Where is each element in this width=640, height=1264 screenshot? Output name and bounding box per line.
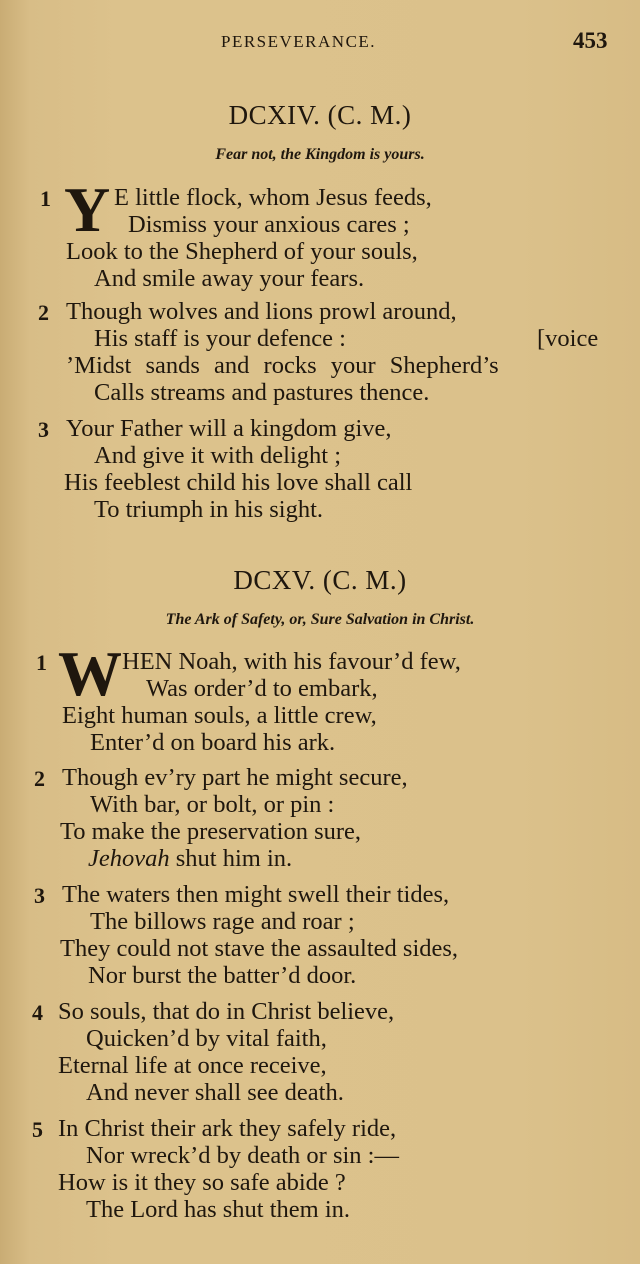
verse-line: Nor wreck’d by death or sin :—: [86, 1142, 399, 1169]
verse-line: The billows rage and roar ;: [90, 908, 355, 935]
verse-number: 2: [34, 766, 45, 791]
verse-line: ’Midst sands and rocks your Shepherd’s: [66, 352, 499, 379]
verse-line: Was order’d to embark,: [146, 675, 378, 702]
verse-line: In Christ their ark they safely ride,: [58, 1115, 397, 1142]
verse-line: His staff is your defence :: [94, 325, 346, 352]
verse-number: 1: [36, 650, 47, 675]
verse-line: Eight human souls, a little crew,: [62, 702, 377, 729]
drop-cap: Y: [64, 174, 111, 245]
verse-number: 3: [38, 417, 49, 442]
page-header: [0, 30, 640, 60]
hymn-number: DCXV. (C. M.): [233, 565, 407, 595]
verse-number: 5: [32, 1117, 43, 1142]
verse-line: [88, 845, 292, 872]
verse-line: Though ev’ry part he might secure,: [62, 764, 408, 791]
verse-line: And never shall see death.: [86, 1079, 344, 1106]
drop-cap: W: [58, 638, 122, 709]
verse-line: E little flock, whom Jesus feeds,: [114, 184, 432, 211]
verse-line: Enter’d on board his ark.: [90, 729, 336, 756]
hymn-number: DCXIV. (C. M.): [228, 100, 412, 130]
page-number: 453: [573, 28, 608, 53]
verse-line: The Lord has shut them in.: [86, 1196, 351, 1223]
verse-line: Quicken’d by vital faith,: [86, 1025, 327, 1052]
verse-line: With bar, or bolt, or pin :: [90, 791, 335, 818]
verse-line-rest: shut him in.: [175, 845, 293, 872]
turnover-word: [voice: [537, 325, 599, 352]
verse-line: HEN Noah, with his favour’d few,: [122, 648, 461, 675]
hymn-subtitle: The Ark of Safety, or, Sure Salvation in Christ.: [165, 611, 475, 628]
verse-line: So souls, that do in Christ believe,: [58, 998, 395, 1025]
verse-number: 4: [32, 1000, 43, 1025]
verse-number: 1: [40, 186, 51, 211]
verse-line: To make the preservation sure,: [60, 818, 362, 845]
running-title: PERSEVERANCE.: [221, 32, 377, 51]
verse-line: Nor burst the batter’d door.: [88, 962, 357, 989]
verse-number: 2: [38, 300, 49, 325]
verse-line: Calls streams and pastures thence.: [94, 379, 430, 406]
verse-line: Eternal life at once receive,: [58, 1052, 327, 1079]
verse-line: And smile away your fears.: [94, 265, 365, 292]
verse-line: Your Father will a kingdom give,: [66, 415, 392, 442]
verse-line: His feeblest child his love shall call: [64, 469, 413, 496]
hymn-subtitle: Fear not, the Kingdom is yours.: [215, 146, 425, 163]
verse-line: Look to the Shepherd of your souls,: [66, 238, 418, 265]
verse-line: Though wolves and lions prowl around,: [66, 298, 457, 325]
verse-number: 3: [34, 883, 45, 908]
verse-line: Dismiss your anxious cares ;: [128, 211, 410, 238]
verse-line: How is it they so safe abide ?: [58, 1169, 346, 1196]
verse-line: They could not stave the assaulted sides,: [60, 935, 459, 962]
verse-line: And give it with delight ;: [94, 442, 342, 469]
italic-word: Jehovah: [88, 845, 170, 872]
verse-line: To triumph in his sight.: [94, 496, 324, 523]
verse-line: The waters then might swell their tides,: [62, 881, 450, 908]
